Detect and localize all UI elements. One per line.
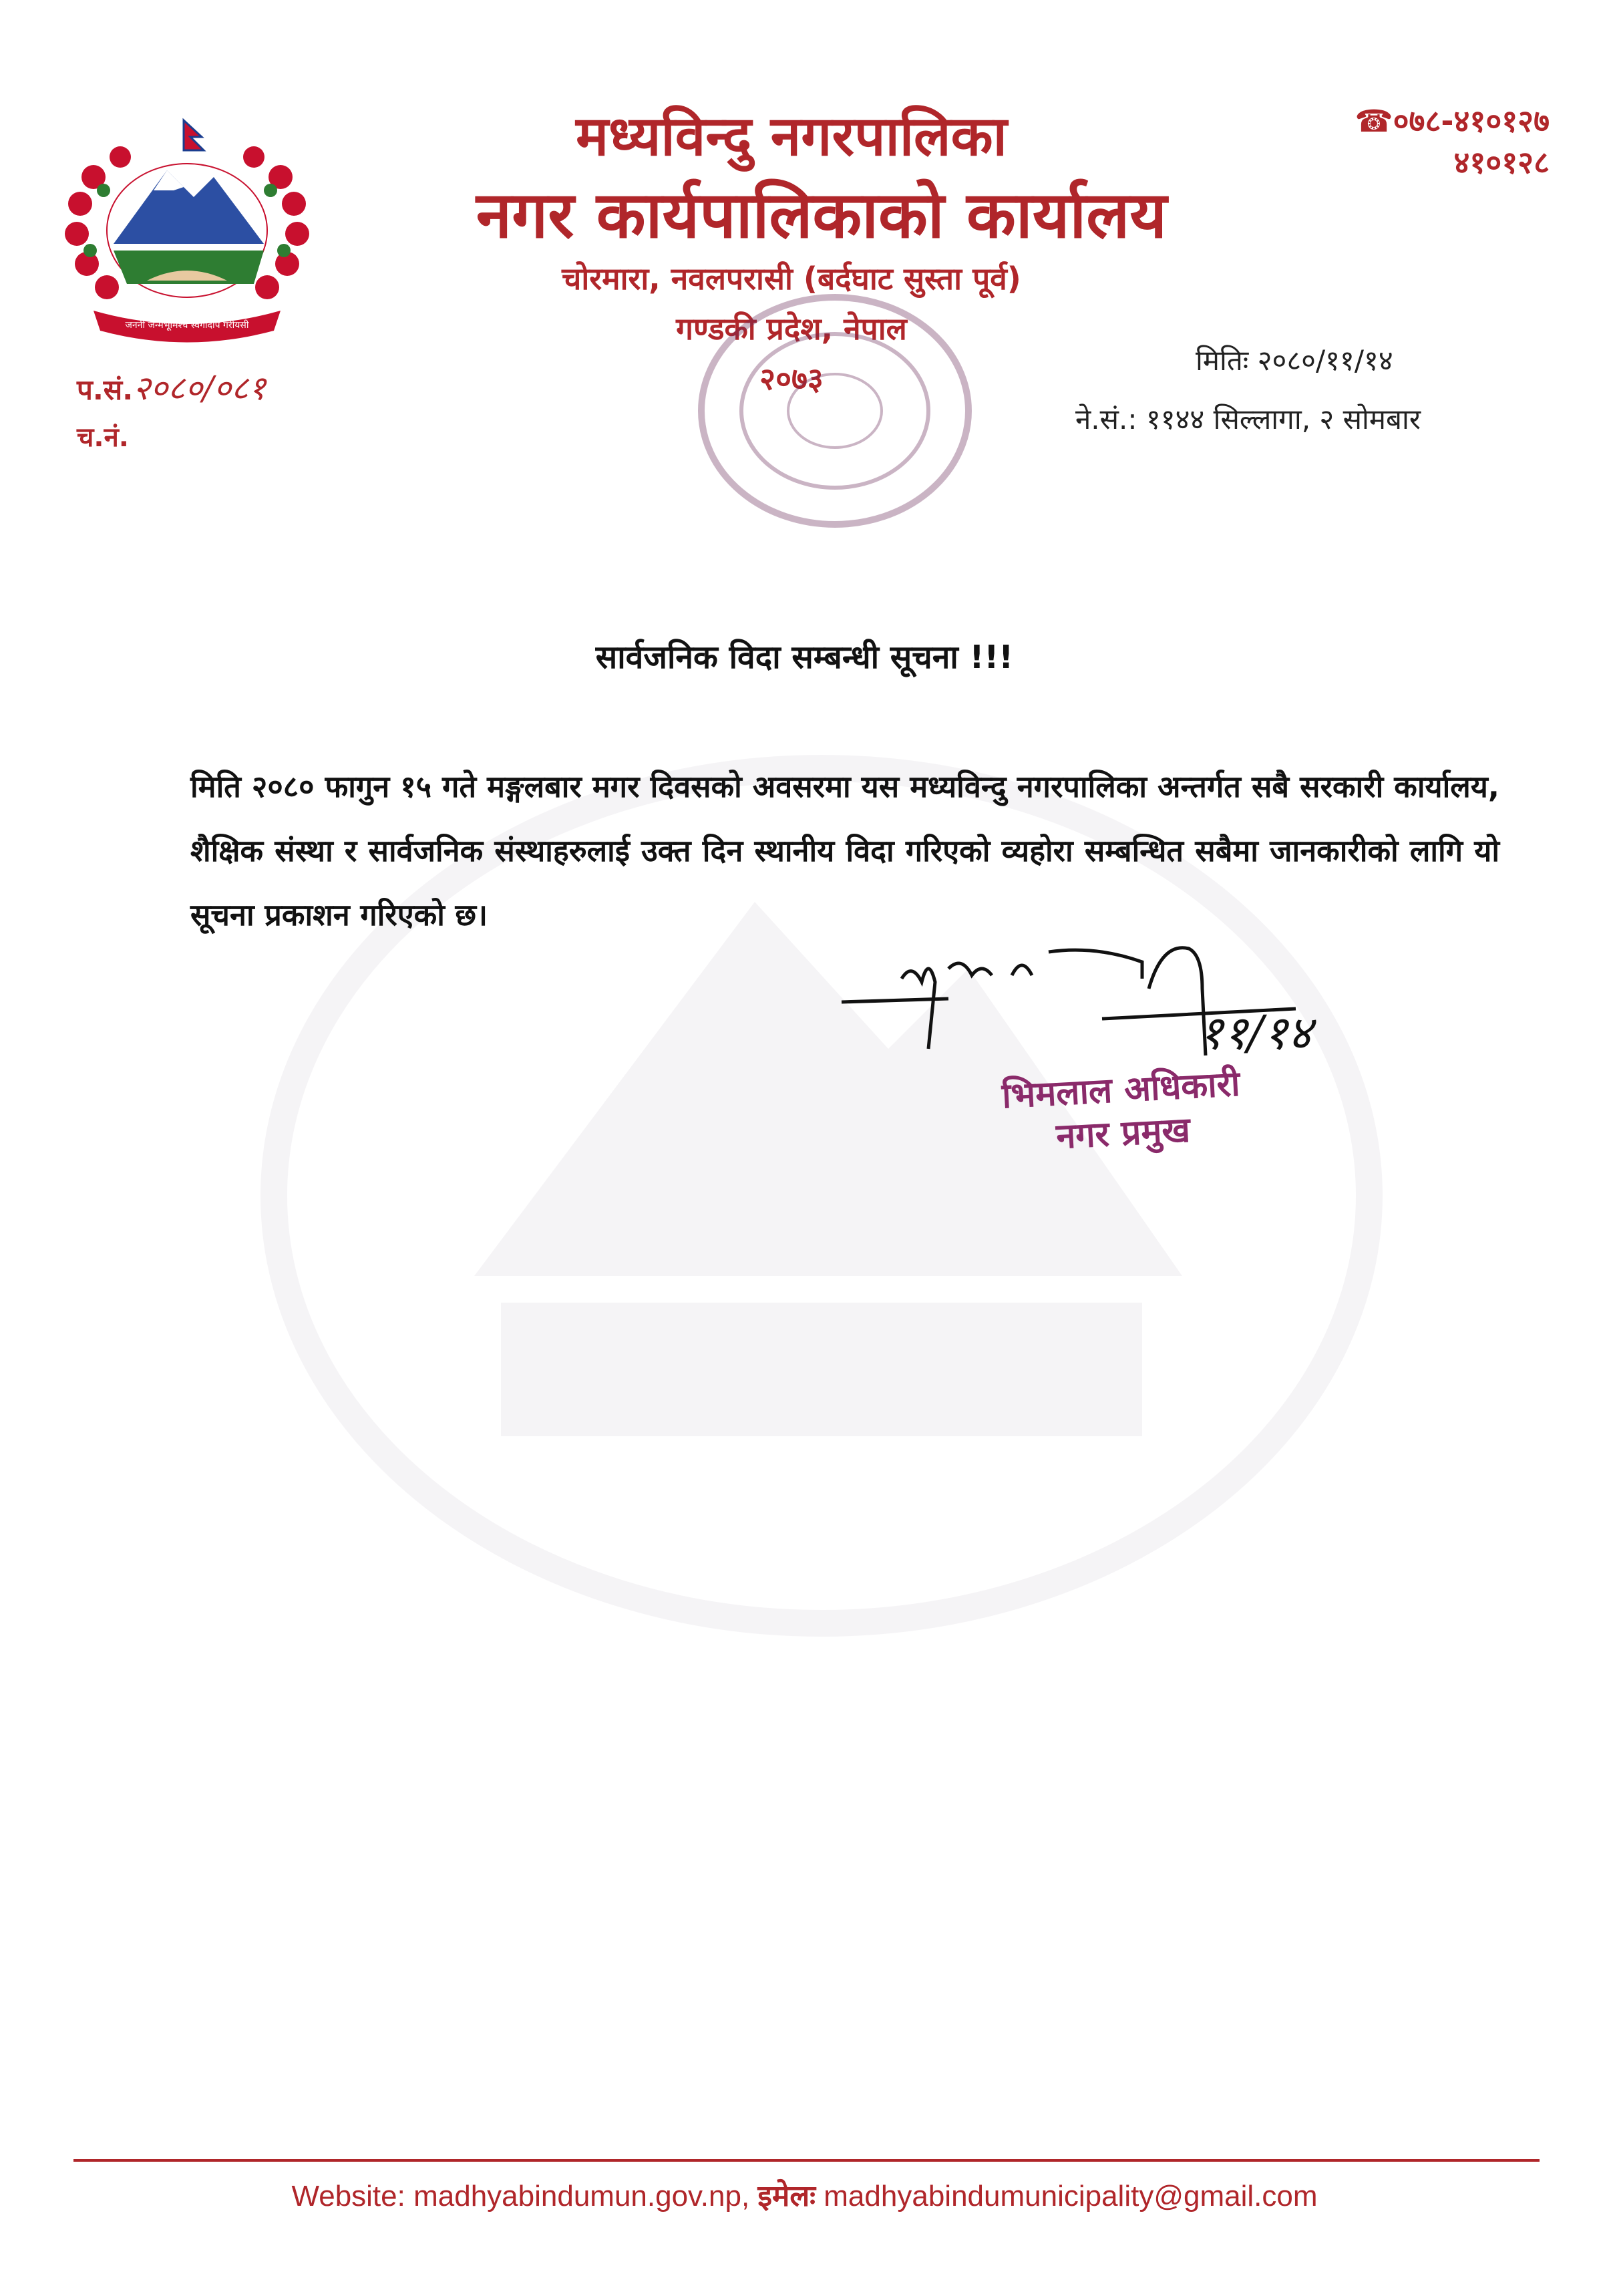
nepal-emblem-icon <box>53 117 321 357</box>
patra-label: प.सं. <box>77 373 134 406</box>
svg-text:जननी जन्मभूमिश्च स्वर्गादपि गर: जननी जन्मभूमिश्च स्वर्गादपि गरीयसी <box>125 320 249 331</box>
municipality-name: मध्यविन्दु नगरपालिका <box>576 105 1007 168</box>
footer-divider <box>73 2159 1540 2162</box>
office-name: नगर कार्यपालिकाको कार्यालय <box>476 178 1168 253</box>
notice-body: मिति २०८० फागुन १५ गते मङ्गलबार मगर दिवसको अवसरमा यस मध्यविन्दु नगरपालिका अन्तर्गत सबै सरकारी कार्यालय, शैक्षिक संस्था र सार्वजनिक संस्थाहरुलाई उक्त दिन स्थानीय विदा गरिएको व्यहोरा सम्बन्धित सबैमा जानकारीको लागि यो सूचना प्रकाशन गरिएको छ। <box>190 769 1499 933</box>
chalani-number-label: च.नं. <box>77 422 129 453</box>
website-label: Website: <box>291 2180 405 2212</box>
footer-contact <box>0 2174 1609 2215</box>
notice-subject: सार्वजनिक विदा सम्बन्धी सूचना !!! <box>595 639 1014 676</box>
established-year: २०७३ <box>759 361 824 397</box>
date-nepal-sambat: ने.सं.: ११४४ सिल्लागा, २ सोमबार <box>1075 403 1421 436</box>
website-link[interactable]: madhyabindumun.gov.np, <box>413 2180 750 2212</box>
handwritten-signature-icon <box>828 915 1376 1082</box>
signatory-title: नगर प्रमुख <box>1055 1110 1192 1158</box>
office-address: चोरमारा, नवलपरासी (बर्दघाट सुस्ता पूर्व) <box>562 261 1021 297</box>
phone-number-2: ४१०१२८ <box>1453 144 1550 181</box>
email-link[interactable]: madhyabindumunicipality@gmail.com <box>824 2180 1318 2212</box>
date-bs: मितिः २०८०/११/१४ <box>1196 344 1393 377</box>
patra-sankhya <box>77 364 266 409</box>
phone-number-1: ☎०७८-४१०१२७ <box>1355 103 1550 139</box>
province-country: गण्डकी प्रदेश, नेपाल <box>676 311 907 347</box>
phone-numbers <box>1256 100 1550 183</box>
signatory-name: भिमलाल अधिकारी <box>1001 1063 1241 1117</box>
svg-text:११/१४: ११/१४ <box>1199 1005 1312 1060</box>
office-stamp-icon <box>688 287 982 534</box>
email-label: इमेलः <box>757 2180 816 2212</box>
patra-value: २०८०/०८१ <box>133 369 266 407</box>
